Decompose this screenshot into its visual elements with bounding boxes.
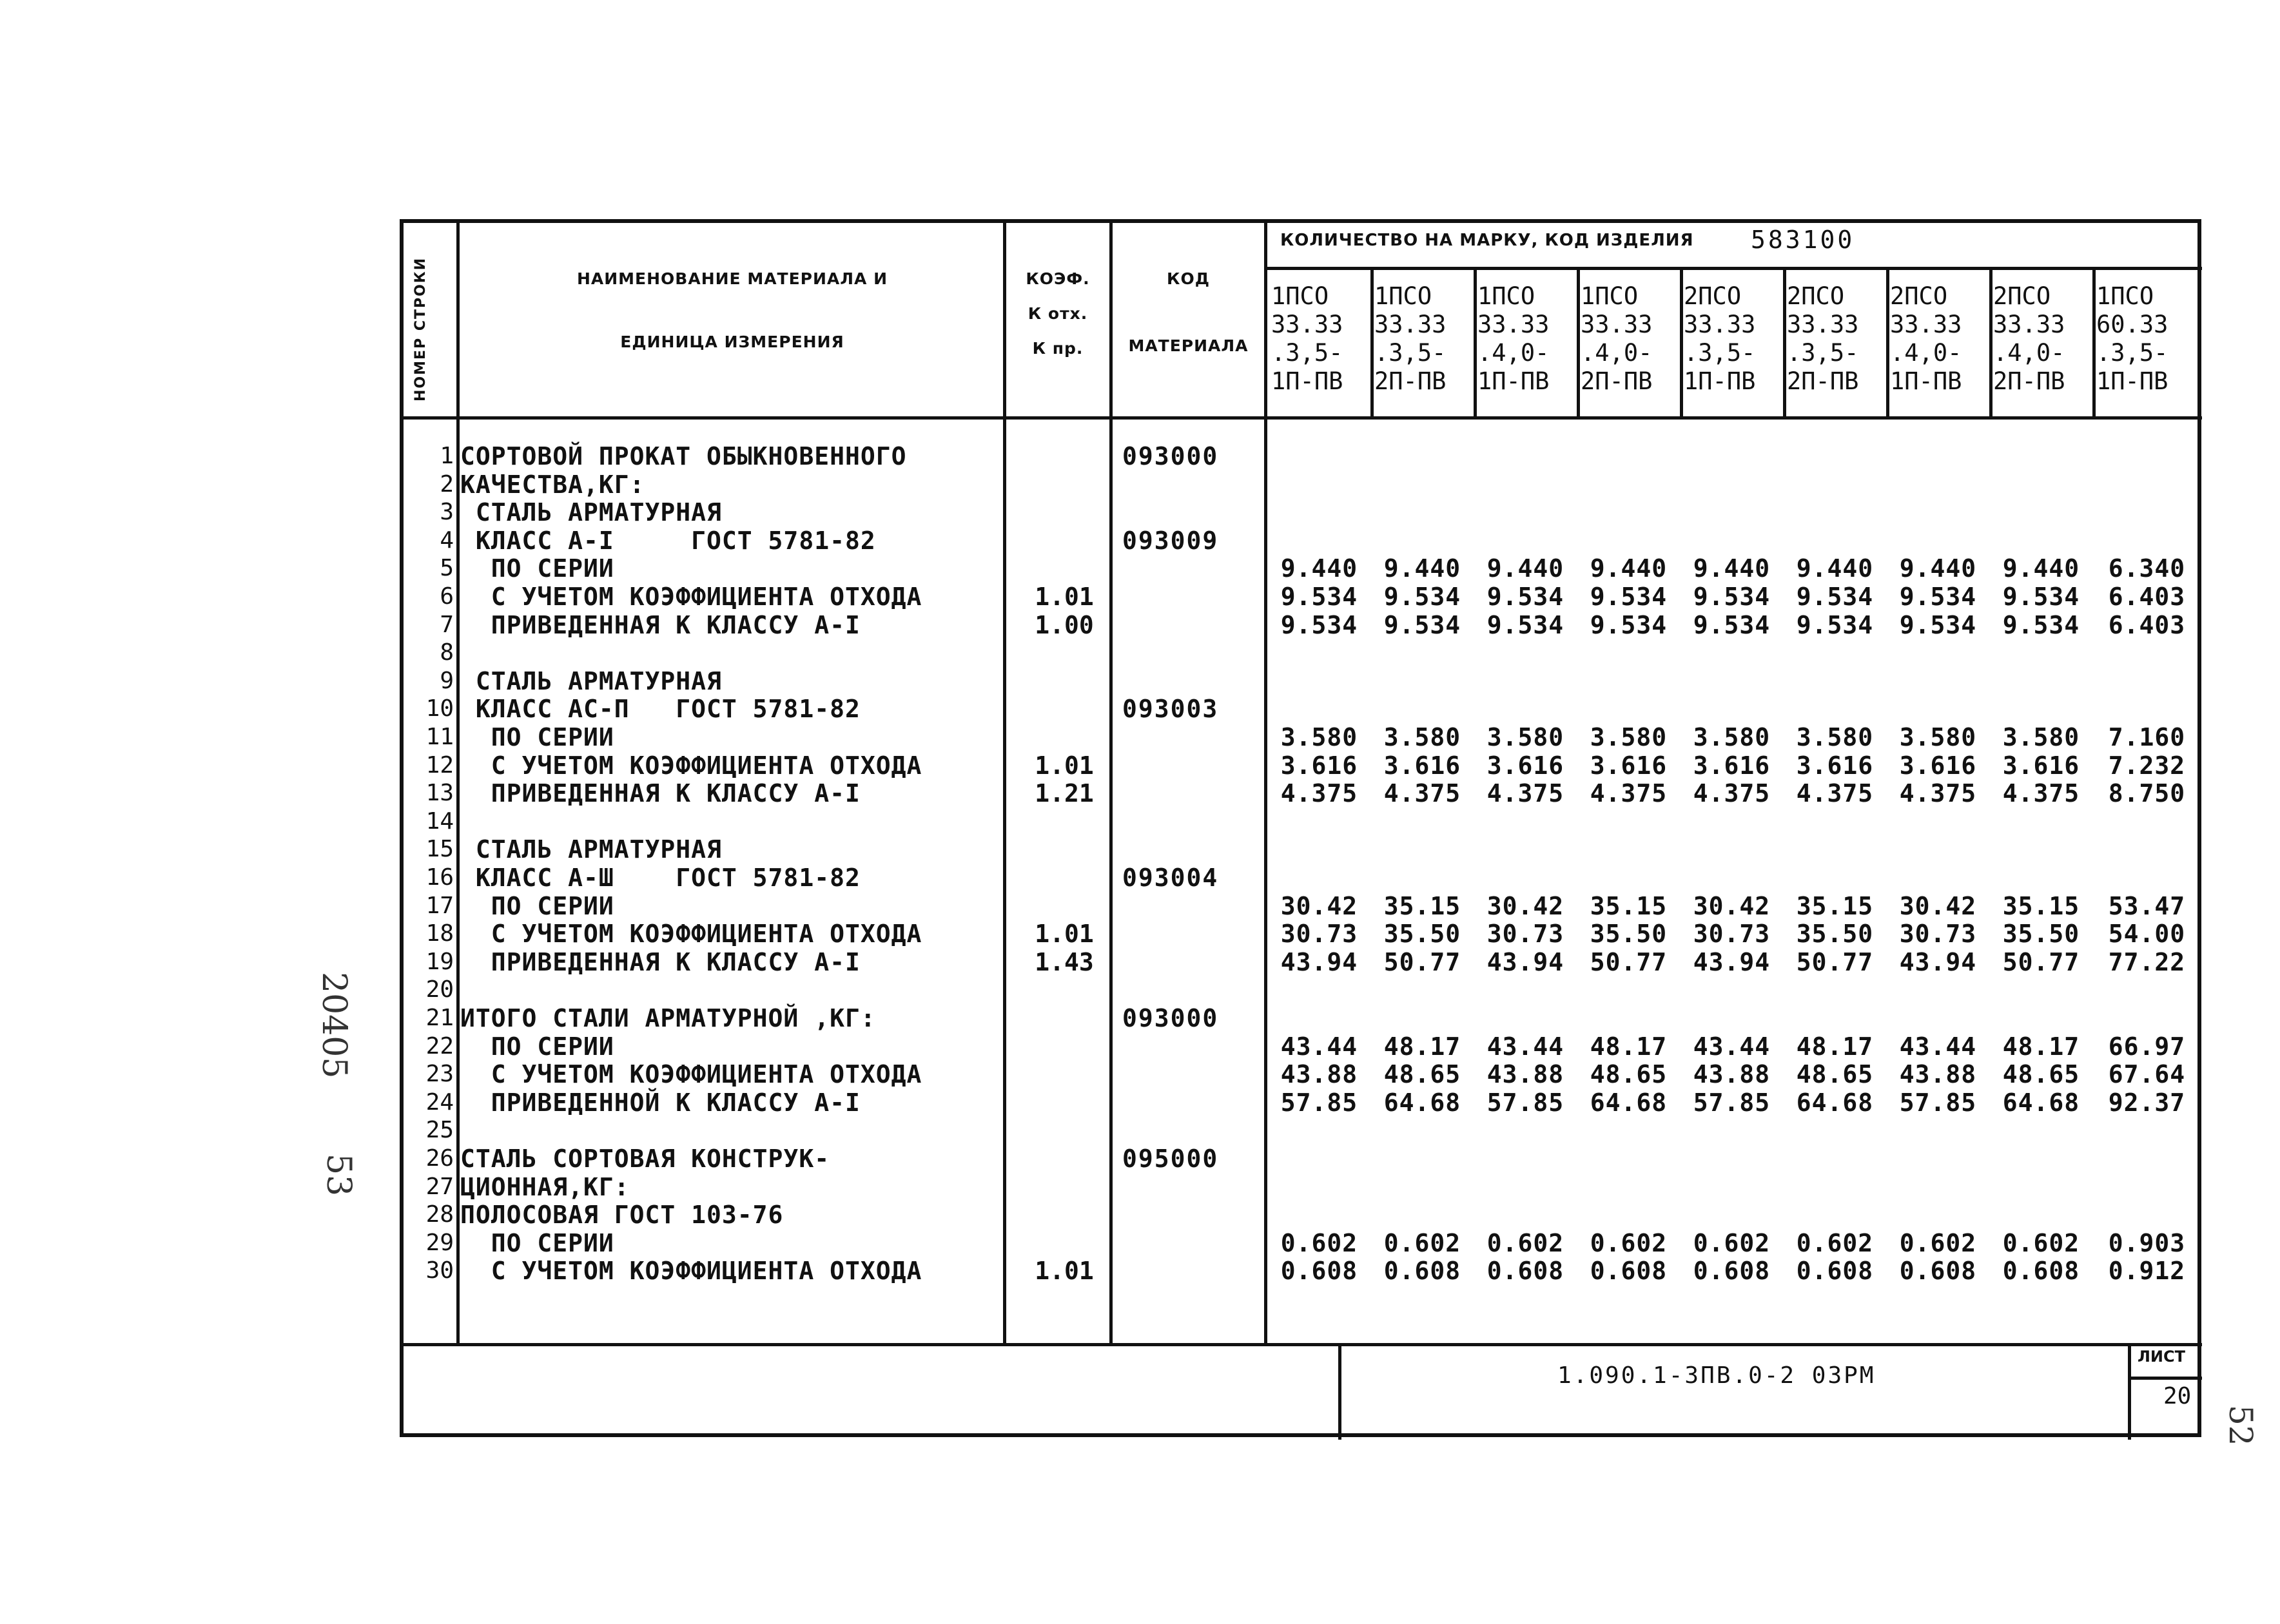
quantity-value: 0.912 — [2108, 1257, 2186, 1285]
quantity-value: 3.616 — [1383, 751, 1461, 780]
quantity-value: 9.534 — [1796, 611, 1874, 639]
row-number: 20 — [425, 976, 454, 1003]
quantity-value: 3.580 — [2002, 723, 2080, 751]
row-number: 28 — [425, 1201, 454, 1228]
quantity-value: 48.65 — [1383, 1060, 1461, 1088]
quantity-value: 48.65 — [1590, 1060, 1668, 1088]
coef-reduced-header: К пр. — [1032, 339, 1084, 358]
table-row — [404, 1145, 2196, 1173]
table-row — [404, 1201, 2196, 1229]
mark-header-line: .4,0- — [1581, 339, 1653, 367]
quantity-value: 9.534 — [1280, 583, 1358, 611]
quantity-value: 0.608 — [1486, 1257, 1564, 1285]
quantity-value: 0.608 — [1280, 1257, 1358, 1285]
coefficient: 1.43 — [1035, 948, 1094, 976]
mark-header — [1680, 282, 1783, 396]
mark-header-line: 33.33 — [1787, 311, 1859, 338]
mark-header-line: 33.33 — [1581, 311, 1653, 338]
quantity-value: 3.616 — [1899, 751, 1977, 780]
mark-header — [1370, 282, 1474, 396]
quantity-value: 4.375 — [1693, 779, 1771, 807]
material-name: СТАЛЬ СОРТОВАЯ КОНСТРУК- — [460, 1145, 830, 1173]
table-row — [404, 892, 2196, 920]
row-number: 24 — [425, 1089, 454, 1116]
mark-header-line: 60.33 — [2096, 311, 2168, 338]
divider — [2128, 1377, 2202, 1380]
quantity-value: 43.44 — [1280, 1032, 1358, 1061]
material-name: С УЧЕТОМ КОЭФФИЦИЕНТА ОТХОДА — [460, 920, 922, 948]
quantity-value: 35.50 — [1383, 920, 1461, 948]
mark-header-line: 1П-ПВ — [1890, 367, 1962, 395]
quantity-value: 64.68 — [1796, 1088, 1874, 1117]
table-row — [404, 779, 2196, 807]
margin-note-2: 53 — [319, 1154, 358, 1197]
row-number: 6 — [440, 583, 454, 610]
table-row — [404, 920, 2196, 948]
row-number: 23 — [425, 1061, 454, 1087]
row-number: 26 — [425, 1145, 454, 1172]
quantity-value: 48.17 — [1796, 1032, 1874, 1061]
material-code: 095000 — [1122, 1145, 1219, 1173]
material-name: КЛАСС А-I ГОСТ 5781-82 — [460, 527, 876, 555]
quantity-value: 9.534 — [1486, 583, 1564, 611]
table-row — [404, 470, 2196, 499]
mark-header-line: 1ПСО — [1374, 282, 1432, 310]
mark-header-line: 1ПСО — [1271, 282, 1329, 310]
quantity-value: 9.440 — [1486, 554, 1564, 583]
quantity-value: 66.97 — [2108, 1032, 2186, 1061]
quantity-value: 9.534 — [1796, 583, 1874, 611]
quantity-value: 9.440 — [1280, 554, 1358, 583]
mark-header-line: 2ПСО — [1787, 282, 1845, 310]
table-row — [404, 611, 2196, 639]
quantity-value: 6.403 — [2108, 583, 2186, 611]
table-row — [404, 639, 2196, 667]
quantity-value: 4.375 — [1796, 779, 1874, 807]
mark-header-line: 1П-ПВ — [1684, 367, 1756, 395]
material-name: СТАЛЬ АРМАТУРНАЯ — [460, 498, 722, 527]
table-row — [404, 1060, 2196, 1088]
unit-header: ЕДИНИЦА ИЗМЕРЕНИЯ — [620, 333, 844, 351]
quantity-header: КОЛИЧЕСТВО НА МАРКУ, КОД ИЗДЕЛИЯ — [1280, 231, 1694, 250]
material-name: ПО СЕРИИ — [460, 554, 614, 583]
material-name: КЛАСС АС-П ГОСТ 5781-82 — [460, 695, 861, 723]
quantity-value: 3.616 — [1280, 751, 1358, 780]
material-name: ПО СЕРИИ — [460, 1032, 614, 1061]
material-name: КЛАСС А-Ш ГОСТ 5781-82 — [460, 864, 861, 892]
quantity-value: 92.37 — [2108, 1088, 2186, 1117]
quantity-value: 64.68 — [1590, 1088, 1668, 1117]
row-number: 21 — [425, 1005, 454, 1031]
mark-header-line: 2П-ПВ — [1374, 367, 1447, 395]
row-number: 13 — [425, 780, 454, 806]
quantity-value: 0.602 — [1796, 1229, 1874, 1257]
material-code: 093003 — [1122, 695, 1219, 723]
quantity-value: 0.608 — [1899, 1257, 1977, 1285]
table-row — [404, 583, 2196, 611]
quantity-value: 4.375 — [1280, 779, 1358, 807]
quantity-value: 35.15 — [1383, 892, 1461, 920]
mark-header-line: 1ПСО — [2096, 282, 2154, 310]
mark-header-line: .4,0- — [1993, 339, 2065, 367]
quantity-value: 43.88 — [1899, 1060, 1977, 1088]
mark-header-line: .4,0- — [1477, 339, 1550, 367]
material-name: ПО СЕРИИ — [460, 892, 614, 920]
quantity-value: 3.580 — [1693, 723, 1771, 751]
divider — [404, 1343, 2202, 1346]
material-code: 093000 — [1122, 442, 1219, 470]
sheet-number: 20 — [2163, 1383, 2192, 1409]
quantity-value: 9.440 — [1899, 554, 1977, 583]
material-name: ПРИВЕДЕННАЯ К КЛАССУ А-I — [460, 779, 861, 807]
material-name: ИТОГО СТАЛИ АРМАТУРНОЙ ,КГ: — [460, 1004, 876, 1032]
quantity-value: 43.44 — [1899, 1032, 1977, 1061]
quantity-value: 9.534 — [1383, 583, 1461, 611]
coef-waste-header: К отх. — [1028, 304, 1088, 323]
quantity-value: 50.77 — [2002, 948, 2080, 976]
mark-header — [1989, 282, 2092, 396]
quantity-value: 4.375 — [1383, 779, 1461, 807]
quantity-value: 3.580 — [1280, 723, 1358, 751]
material-name: ПО СЕРИИ — [460, 723, 614, 751]
quantity-value: 3.616 — [1693, 751, 1771, 780]
row-number: 22 — [425, 1033, 454, 1059]
row-number: 29 — [425, 1230, 454, 1256]
divider — [1264, 267, 2202, 270]
table-row — [404, 1257, 2196, 1285]
row-number: 7 — [440, 612, 454, 638]
quantity-value: 9.534 — [2002, 611, 2080, 639]
quantity-value: 0.608 — [1383, 1257, 1461, 1285]
quantity-value: 0.608 — [1796, 1257, 1874, 1285]
row-number: 4 — [440, 527, 454, 554]
quantity-value: 0.602 — [1899, 1229, 1977, 1257]
quantity-value: 9.534 — [1280, 611, 1358, 639]
row-number: 14 — [425, 808, 454, 835]
mark-header-line: 2ПСО — [1684, 282, 1742, 310]
table-row — [404, 751, 2196, 780]
table-row — [404, 554, 2196, 583]
table-row — [404, 1173, 2196, 1201]
row-number: 2 — [440, 471, 454, 498]
material-name: ПО СЕРИИ — [460, 1229, 614, 1257]
quantity-value: 64.68 — [2002, 1088, 2080, 1117]
divider — [1338, 1343, 1341, 1440]
table-row — [404, 527, 2196, 555]
material-name: ПРИВЕДЕННОЙ К КЛАССУ А-I — [460, 1088, 861, 1117]
quantity-value: 43.94 — [1899, 948, 1977, 976]
material-name: КАЧЕСТВА,КГ: — [460, 470, 645, 499]
quantity-value: 35.15 — [1590, 892, 1668, 920]
mark-header-line: 33.33 — [1477, 311, 1550, 338]
mark-header-line: .3,5- — [1787, 339, 1859, 367]
mark-header-line: .3,5- — [1271, 339, 1343, 367]
quantity-value: 0.602 — [2002, 1229, 2080, 1257]
table-row — [404, 807, 2196, 836]
row-number: 11 — [425, 724, 454, 750]
code-header: КОД — [1167, 269, 1210, 288]
table-row — [404, 442, 2196, 470]
quantity-value: 4.375 — [1590, 779, 1668, 807]
quantity-value: 0.602 — [1383, 1229, 1461, 1257]
mark-header-line: 33.33 — [1993, 311, 2065, 338]
quantity-value: 57.85 — [1486, 1088, 1564, 1117]
quantity-value: 30.42 — [1693, 892, 1771, 920]
mark-header — [1886, 282, 1989, 396]
quantity-value: 9.534 — [1486, 611, 1564, 639]
coefficient: 1.21 — [1035, 779, 1094, 807]
quantity-value: 48.65 — [2002, 1060, 2080, 1088]
quantity-value: 7.160 — [2108, 723, 2186, 751]
divider — [2128, 1343, 2131, 1440]
material-name: СОРТОВОЙ ПРОКАТ ОБЫКНОВЕННОГО — [460, 442, 907, 470]
quantity-value: 48.17 — [1590, 1032, 1668, 1061]
margin-note-1: 20405 — [315, 972, 353, 1079]
row-number: 19 — [425, 949, 454, 975]
material-code: 093004 — [1122, 864, 1219, 892]
material-name: ПОЛОСОВАЯ ГОСТ 103-76 — [460, 1201, 784, 1229]
quantity-value: 0.602 — [1693, 1229, 1771, 1257]
quantity-value: 3.616 — [1796, 751, 1874, 780]
table-row — [404, 864, 2196, 892]
row-number: 10 — [425, 695, 454, 722]
quantity-value: 50.77 — [1383, 948, 1461, 976]
material-name-header: НАИМЕНОВАНИЕ МАТЕРИАЛА И — [576, 269, 888, 288]
quantity-value: 57.85 — [1693, 1088, 1771, 1117]
row-number: 12 — [425, 752, 454, 778]
quantity-value: 3.580 — [1383, 723, 1461, 751]
quantity-value: 43.94 — [1693, 948, 1771, 976]
sheet-label: ЛИСТ — [2138, 1348, 2186, 1366]
quantity-value: 43.94 — [1486, 948, 1564, 976]
quantity-value: 43.94 — [1280, 948, 1358, 976]
quantity-value: 4.375 — [1899, 779, 1977, 807]
mark-header-line: 33.33 — [1684, 311, 1756, 338]
mark-header-line: 1П-ПВ — [1477, 367, 1550, 395]
quantity-value: 30.73 — [1280, 920, 1358, 948]
quantity-value: 0.602 — [1486, 1229, 1564, 1257]
quantity-value: 30.42 — [1486, 892, 1564, 920]
material-name: СТАЛЬ АРМАТУРНАЯ — [460, 835, 722, 864]
mark-header-line: .4,0- — [1890, 339, 1962, 367]
quantity-value: 43.88 — [1486, 1060, 1564, 1088]
mark-header — [1783, 282, 1886, 396]
quantity-value: 30.42 — [1899, 892, 1977, 920]
quantity-value: 30.42 — [1280, 892, 1358, 920]
coefficient: 1.01 — [1035, 1257, 1094, 1285]
table-row — [404, 1004, 2196, 1032]
material-name: С УЧЕТОМ КОЭФФИЦИЕНТА ОТХОДА — [460, 1060, 922, 1088]
quantity-value: 35.50 — [1796, 920, 1874, 948]
quantity-value: 0.608 — [2002, 1257, 2080, 1285]
quantity-value: 9.534 — [1899, 611, 1977, 639]
row-number: 3 — [440, 499, 454, 525]
row-number: 8 — [440, 639, 454, 666]
quantity-value: 35.50 — [2002, 920, 2080, 948]
product-code: 583100 — [1751, 226, 1855, 254]
mark-header-line: 1П-ПВ — [2096, 367, 2168, 395]
document-code: 1.090.1-3ПВ.0-2 03РМ — [1557, 1362, 1876, 1389]
mark-header-line: 33.33 — [1271, 311, 1343, 338]
code-header-material: МАТЕРИАЛА — [1128, 336, 1249, 355]
quantity-value: 9.534 — [1693, 611, 1771, 639]
quantity-value: 43.88 — [1280, 1060, 1358, 1088]
mark-header-line: 2ПСО — [1993, 282, 2051, 310]
drawing-frame — [400, 219, 2201, 1437]
table-row — [404, 723, 2196, 751]
row-number: 27 — [425, 1174, 454, 1200]
row-number: 9 — [440, 668, 454, 694]
table-row — [404, 1229, 2196, 1257]
table-row — [404, 1088, 2196, 1117]
quantity-value: 43.88 — [1693, 1060, 1771, 1088]
quantity-value: 43.44 — [1693, 1032, 1771, 1061]
quantity-value: 57.85 — [1899, 1088, 1977, 1117]
material-code: 093000 — [1122, 1004, 1219, 1032]
quantity-value: 9.440 — [1693, 554, 1771, 583]
mark-header-line: 2П-ПВ — [1993, 367, 2065, 395]
mark-header — [1267, 282, 1370, 396]
row-number: 18 — [425, 920, 454, 947]
quantity-value: 0.602 — [1590, 1229, 1668, 1257]
quantity-value: 0.903 — [2108, 1229, 2186, 1257]
quantity-value: 35.15 — [1796, 892, 1874, 920]
row-number: 17 — [425, 893, 454, 919]
material-code: 093009 — [1122, 527, 1219, 555]
coefficient: 1.01 — [1035, 920, 1094, 948]
quantity-value: 8.750 — [2108, 779, 2186, 807]
quantity-value: 6.403 — [2108, 611, 2186, 639]
table-row — [404, 948, 2196, 976]
quantity-value: 3.580 — [1590, 723, 1668, 751]
row-number: 25 — [425, 1117, 454, 1143]
material-name: С УЧЕТОМ КОЭФФИЦИЕНТА ОТХОДА — [460, 751, 922, 780]
quantity-value: 64.68 — [1383, 1088, 1461, 1117]
divider — [404, 416, 2202, 420]
quantity-value: 3.580 — [1796, 723, 1874, 751]
quantity-value: 9.534 — [1383, 611, 1461, 639]
quantity-value: 9.440 — [1796, 554, 1874, 583]
coefficient: 1.01 — [1035, 751, 1094, 780]
material-name: С УЧЕТОМ КОЭФФИЦИЕНТА ОТХОДА — [460, 1257, 922, 1285]
quantity-value: 9.440 — [2002, 554, 2080, 583]
quantity-value: 4.375 — [2002, 779, 2080, 807]
quantity-value: 6.340 — [2108, 554, 2186, 583]
quantity-value: 77.22 — [2108, 948, 2186, 976]
quantity-value: 53.47 — [2108, 892, 2186, 920]
quantity-value: 67.64 — [2108, 1060, 2186, 1088]
quantity-value: 9.534 — [1693, 583, 1771, 611]
quantity-value: 30.73 — [1899, 920, 1977, 948]
row-number: 15 — [425, 836, 454, 862]
quantity-value: 9.534 — [1899, 583, 1977, 611]
table-row — [404, 498, 2196, 527]
quantity-value: 48.17 — [2002, 1032, 2080, 1061]
quantity-value: 3.616 — [2002, 751, 2080, 780]
quantity-value: 35.15 — [2002, 892, 2080, 920]
quantity-value: 0.608 — [1693, 1257, 1771, 1285]
material-name: СТАЛЬ АРМАТУРНАЯ — [460, 667, 722, 695]
quantity-value: 3.616 — [1590, 751, 1668, 780]
quantity-value: 9.440 — [1590, 554, 1668, 583]
row-number: 5 — [440, 555, 454, 581]
table-row — [404, 976, 2196, 1004]
quantity-value: 57.85 — [1280, 1088, 1358, 1117]
mark-header — [2092, 282, 2196, 396]
mark-header-line: 1ПСО — [1477, 282, 1535, 310]
table-row — [404, 667, 2196, 695]
material-name: ПРИВЕДЕННАЯ К КЛАССУ А-I — [460, 611, 861, 639]
row-number-header: НОМЕР СТРОКИ — [413, 256, 429, 402]
mark-header-line: 33.33 — [1890, 311, 1962, 338]
quantity-value: 30.73 — [1486, 920, 1564, 948]
row-number: 1 — [440, 443, 454, 469]
mark-header-line: 33.33 — [1374, 311, 1447, 338]
table-row — [404, 835, 2196, 864]
mark-header-line: 2П-ПВ — [1581, 367, 1653, 395]
row-number: 30 — [425, 1257, 454, 1284]
quantity-value: 4.375 — [1486, 779, 1564, 807]
mark-header-line: 1ПСО — [1581, 282, 1639, 310]
quantity-value: 3.580 — [1486, 723, 1564, 751]
coefficient: 1.00 — [1035, 611, 1094, 639]
quantity-value: 43.44 — [1486, 1032, 1564, 1061]
quantity-value: 9.440 — [1383, 554, 1461, 583]
material-name: С УЧЕТОМ КОЭФФИЦИЕНТА ОТХОДА — [460, 583, 922, 611]
material-name: ПРИВЕДЕННАЯ К КЛАССУ А-I — [460, 948, 861, 976]
row-number: 16 — [425, 864, 454, 891]
quantity-value: 9.534 — [1590, 611, 1668, 639]
quantity-value: 50.77 — [1590, 948, 1668, 976]
quantity-value: 48.65 — [1796, 1060, 1874, 1088]
quantity-value: 48.17 — [1383, 1032, 1461, 1061]
quantity-value: 9.534 — [1590, 583, 1668, 611]
quantity-value: 9.534 — [2002, 583, 2080, 611]
quantity-value: 3.580 — [1899, 723, 1977, 751]
margin-note-3: 52 — [2222, 1405, 2259, 1446]
mark-header-line: .3,5- — [1684, 339, 1756, 367]
table-row — [404, 695, 2196, 723]
quantity-value: 0.602 — [1280, 1229, 1358, 1257]
quantity-value: 35.50 — [1590, 920, 1668, 948]
table-row — [404, 1032, 2196, 1061]
mark-header-line: 2П-ПВ — [1787, 367, 1859, 395]
coef-header: КОЭФ. — [1026, 269, 1090, 288]
mark-header — [1577, 282, 1680, 396]
coefficient: 1.01 — [1035, 583, 1094, 611]
quantity-value: 3.616 — [1486, 751, 1564, 780]
quantity-value: 50.77 — [1796, 948, 1874, 976]
mark-header — [1474, 282, 1577, 396]
quantity-value: 0.608 — [1590, 1257, 1668, 1285]
mark-header-line: 1П-ПВ — [1271, 367, 1343, 395]
mark-header-line: .3,5- — [1374, 339, 1447, 367]
table-row — [404, 1116, 2196, 1145]
mark-header-line: 2ПСО — [1890, 282, 1948, 310]
material-name: ЦИОННАЯ,КГ: — [460, 1173, 630, 1201]
mark-header-line: .3,5- — [2096, 339, 2168, 367]
quantity-value: 7.232 — [2108, 751, 2186, 780]
quantity-value: 30.73 — [1693, 920, 1771, 948]
quantity-value: 54.00 — [2108, 920, 2186, 948]
